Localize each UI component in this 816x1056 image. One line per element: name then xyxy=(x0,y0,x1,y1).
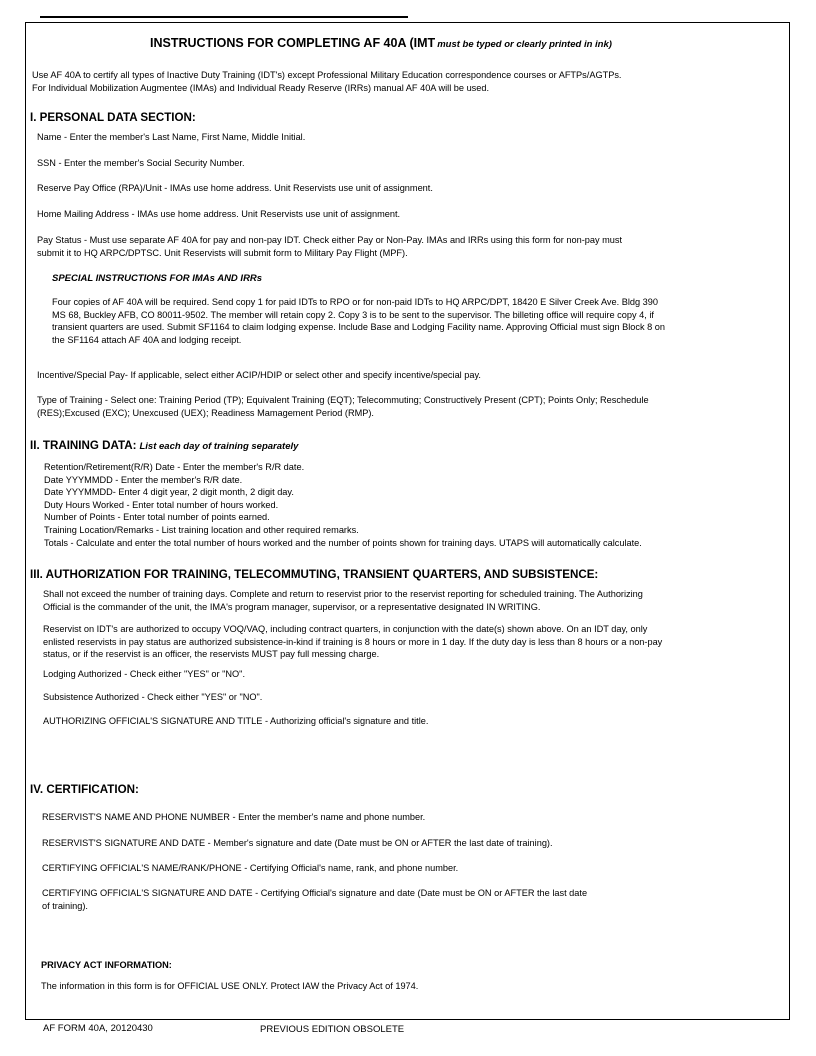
section-2-note: List each day of training separately xyxy=(139,441,299,452)
cert-sig-line: CERTIFYING OFFICIAL'S SIGNATURE AND DATE - Certifying Official's signature and date (Date must be ON or AFTER the last date xyxy=(42,888,588,898)
type-of-training-instruction xyxy=(37,394,649,419)
top-rule xyxy=(40,16,408,18)
certifying-name-instruction: CERTIFYING OFFICIAL'S NAME/RANK/PHONE - Certifying Official's name, rank, and phone number. xyxy=(42,863,459,873)
training-data-list xyxy=(44,461,642,549)
lodging-instruction: Lodging Authorized - Check either "YES" or "NO". xyxy=(43,669,245,679)
pay-status-instruction xyxy=(37,234,622,259)
reservist-signature-instruction: RESERVIST'S SIGNATURE AND DATE - Member's signature and date (Date must be ON or AFTER the last date of training). xyxy=(42,838,553,848)
special-instructions-heading: SPECIAL INSTRUCTIONS FOR IMAs AND IRRs xyxy=(52,273,263,284)
privacy-heading: PRIVACY ACT INFORMATION: xyxy=(41,960,172,970)
section-3-heading: III. AUTHORIZATION FOR TRAINING, TELECOMMUTING, TRANSIENT QUARTERS, AND SUBSISTENCE: xyxy=(30,568,599,581)
auth-line: enlisted reservists in pay status are authorized subsistence-in-kind if training is 8 hours or more in 1 day. If the duty day is less than 8 hours or a non-pay xyxy=(43,636,663,647)
section-2-title: II. TRAINING DATA: xyxy=(30,439,137,452)
training-data-line: Duty Hours Worked - Enter total number of hours worked. xyxy=(44,499,279,510)
incentive-instruction: Incentive/Special Pay- If applicable, select either ACIP/HDIP or select other and specify incentive/special pay. xyxy=(37,370,481,380)
subsistence-instruction: Subsistence Authorized - Check either "YES" or "NO". xyxy=(43,692,263,702)
special-line: transient quarters are used. Submit SF1164 to claim lodging expense. Include Base and Lodging Facility name. Approving Official must sign Block 8 on xyxy=(52,322,666,333)
training-data-line: Number of Points - Enter total number of points earned. xyxy=(44,512,270,523)
section-1-heading: I. PERSONAL DATA SECTION: xyxy=(30,111,196,124)
reservist-name-instruction: RESERVIST'S NAME AND PHONE NUMBER - Enter the member's name and phone number. xyxy=(42,812,426,822)
section-2-heading xyxy=(30,439,298,452)
ssn-instruction: SSN - Enter the member's Social Security Number. xyxy=(37,158,245,168)
training-data-line: Retention/Retirement(R/R) Date - Enter the member's R/R date. xyxy=(44,462,305,472)
auth-line: Official is the commander of the unit, the IMA's program manager, supervisor, or a representative designated IN WRITING. xyxy=(43,601,541,612)
title-note: must be typed or clearly printed in ink) xyxy=(437,39,612,50)
section-4-heading: IV. CERTIFICATION: xyxy=(30,783,139,796)
intro-line: Use AF 40A to certify all types of Inactive Duty Training (IDT's) except Professional Military Education correspondence courses or AFTPs/AGTPs. xyxy=(32,70,622,80)
training-data-line: Date YYYMMDD- Enter 4 digit year, 2 digit month, 2 digit day. xyxy=(44,487,294,498)
cert-sig-line: of training). xyxy=(42,900,88,911)
special-line: MS 68, Buckley AFB, CO 80011-9502. The member will retain copy 2. Copy 3 is to be sent to the supervisor. The billeting office will require copy 4, if xyxy=(52,309,654,320)
intro-paragraph xyxy=(32,69,621,94)
special-line: the SF1164 attach AF 40A and lodging receipt. xyxy=(52,334,242,345)
training-data-line: Date YYYMMDD - Enter the member's R/R date. xyxy=(44,474,243,485)
type-line: (RES);Excused (EXC); Unexcused (UEX); Readiness Mamagement Period (RMP). xyxy=(37,407,374,418)
pay-status-line: submit it to HQ ARPC/DPTSC. Unit Reservists will submit form to Military Pay Flight (MPF). xyxy=(37,247,408,258)
special-line: Four copies of AF 40A will be required. Send copy 1 for paid IDTs to RPO or for non-paid IDTs to HQ ARPC/DPT, 18420 E Silver Creek Ave. Bldg 390 xyxy=(52,297,658,307)
intro-line: For Individual Mobilization Augmentee (IMAs) and Individual Ready Reserve (IRRs) manual AF 40A will be used. xyxy=(32,82,490,93)
page-title xyxy=(150,36,612,50)
privacy-text: The information in this form is for OFFICIAL USE ONLY. Protect IAW the Privacy Act of 1974. xyxy=(41,981,419,991)
certifying-signature-instruction xyxy=(42,887,587,912)
auth-line: Shall not exceed the number of training days. Complete and return to reservist prior to the reservist reporting for scheduled training. The Authorizing xyxy=(43,589,643,599)
name-instruction: Name - Enter the member's Last Name, First Name, Middle Initial. xyxy=(37,132,306,142)
title-text: INSTRUCTIONS FOR COMPLETING AF 40A (IMT xyxy=(150,36,436,50)
special-instructions-text xyxy=(52,296,665,346)
training-data-line: Totals - Calculate and enter the total number of hours worked and the number of points shown for training days. UTAPS will automatically calculate. xyxy=(44,537,642,548)
authorization-paragraph-1 xyxy=(43,588,643,613)
mailing-instruction: Home Mailing Address - IMAs use home address. Unit Reservists use unit of assignment. xyxy=(37,209,401,219)
auth-line: status, or if the reservist is an officer, the reservists MUST pay full messing charge. xyxy=(43,649,380,660)
training-data-line: Training Location/Remarks - List training location and other required remarks. xyxy=(44,524,359,535)
rpa-instruction: Reserve Pay Office (RPA)/Unit - IMAs use home address. Unit Reservists use unit of assignment. xyxy=(37,183,433,193)
type-line: Type of Training - Select one: Training Period (TP); Equivalent Training (EQT); Telecommuting; Constructively Present (CPT); Points Only; Reschedule xyxy=(37,395,649,405)
pay-status-line: Pay Status - Must use separate AF 40A for pay and non-pay IDT. Check either Pay or Non-Pay. IMAs and IRRs using this form for non-pay must xyxy=(37,235,623,245)
edition-note: PREVIOUS EDITION OBSOLETE xyxy=(260,1024,405,1035)
authorizing-signature-instruction: AUTHORIZING OFFICIAL'S SIGNATURE AND TITLE - Authorizing official's signature and title. xyxy=(43,716,429,726)
auth-line: Reservist on IDT's are authorized to occupy VOQ/VAQ, including contract quarters, in conjunction with the date(s) shown above. On an IDT day, only xyxy=(43,624,648,634)
form-id: AF FORM 40A, 20120430 xyxy=(43,1023,153,1034)
authorization-paragraph-2 xyxy=(43,623,662,661)
